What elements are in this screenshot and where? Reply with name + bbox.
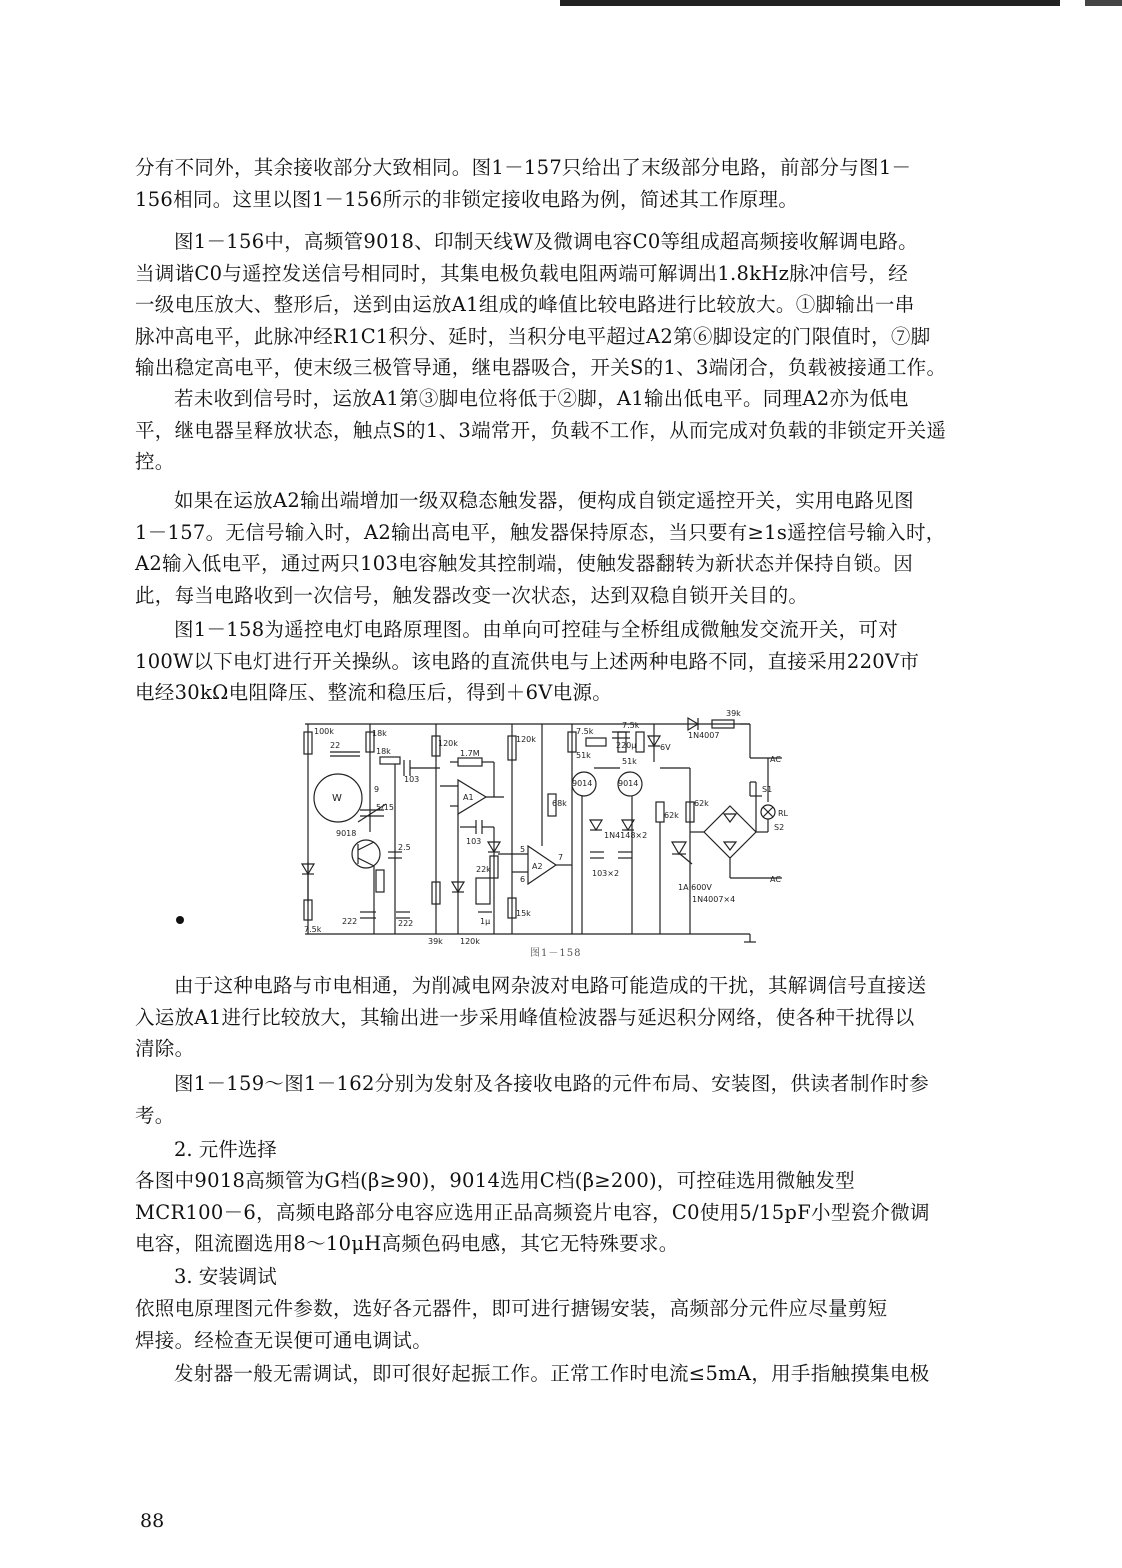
text-line: 入运放A1进行比较放大，其输出进一步采用峰值检波器与延迟积分网络，使各种干扰得以: [135, 1005, 915, 1029]
text-line: 此，每当电路收到一次信号，触发器改变一次状态，达到双稳自锁开关目的。: [135, 583, 809, 607]
text-line: 输出稳定高电平，使末级三极管导通，继电器吸合，开关S的1、3端闭合，负载被接通工作。: [135, 356, 947, 379]
label-15k: 15k: [516, 909, 531, 918]
text-line: 电容，阻流圈选用8～10μH高频色码电感，其它无特殊要求。: [135, 1232, 679, 1255]
text-line: 清除。: [135, 1037, 195, 1060]
label-1n4007: 1N4007: [688, 731, 720, 740]
label-39k: 39k: [428, 937, 443, 946]
label-18k: 18k: [376, 747, 391, 756]
text-line: 依照电原理图元件参数，选好各元器件，即可进行搪锡安装，高频部分元件应尽量剪短: [135, 1297, 888, 1320]
label-1-7m: 1.7M: [460, 749, 480, 758]
text-line: 当调谐C0与遥控发送信号相同时，其集电极负载电阻两端可解调出1.8kHz脉冲信号，经: [135, 261, 909, 285]
label-103: 103: [466, 837, 482, 846]
label-120k: 120k: [460, 937, 480, 946]
label-bridge: 1N4007×4: [692, 895, 736, 904]
text-line: 如果在运放A2输出端增加一级双稳态触发器，便构成自锁定遥控开关，实用电路见图: [174, 489, 914, 512]
label-39k: 39k: [726, 709, 741, 718]
text-line: 156相同。这里以图1－156所示的非锁定接收电路为例，简述其工作原理。: [135, 187, 799, 211]
figure-caption: 图1－158: [530, 948, 582, 959]
label-c22: 22: [330, 741, 341, 750]
label-ac: AC: [770, 755, 781, 764]
bullet-mark: [176, 916, 184, 924]
label-18k: 18k: [372, 729, 387, 738]
text-line: 图1－156中，高频管9018、印制天线W及微调电容C0等组成超高频接收解调电路。: [174, 230, 918, 253]
label-9018: 9018: [336, 829, 357, 838]
paragraph-no-signal: [135, 383, 970, 478]
label-9014: 9014: [572, 779, 593, 788]
label-pin6: 6: [520, 875, 526, 884]
label-pin5: 5: [520, 845, 526, 854]
label-5-15: 5/15: [376, 803, 394, 812]
paragraph-components: [135, 1165, 970, 1260]
label-antenna-w: W: [332, 793, 342, 804]
text-line: 一级电压放大、整形后，送到由运放A1组成的峰值比较电路进行比较放大。①脚输出一串: [135, 293, 915, 316]
text-line: 由于这种电路与市电相通，为削减电网杂波对电路可能造成的干扰，其解调信号直接送: [174, 974, 927, 997]
text-line: 若未收到信号时，运放A1第③脚电位将低于②脚，A1输出低电平。同理A2亦为低电: [174, 387, 909, 410]
paragraph-noise: [135, 970, 970, 1065]
text-line: 分有不同外，其余接收部分大致相同。图1－157只给出了末级部分电路，前部分与图1－: [135, 156, 912, 179]
label-s2: S2: [774, 823, 785, 832]
label-103x2: 103×2: [592, 869, 620, 878]
section-heading: 3. 安装调试: [174, 1265, 277, 1288]
label-120k: 120k: [438, 739, 458, 748]
text-line: 1－157。无信号输入时，A2输出高电平，触发器保持原态，当只要有≥1s遥控信号输入时，: [135, 520, 946, 544]
paragraph-lamp-circuit: [135, 614, 970, 709]
text-line: 控。: [135, 450, 175, 473]
label-62k: 62k: [694, 799, 709, 808]
label-68k: 68k: [552, 799, 567, 808]
section-heading: 2. 元件选择: [174, 1138, 277, 1161]
label-2-5: 2.5: [398, 843, 411, 852]
paragraph-assembly: [135, 1293, 970, 1356]
label-62k: 62k: [664, 811, 679, 820]
page-number: 88: [140, 1510, 165, 1532]
label-a1: A1: [463, 793, 474, 802]
paragraph-self-lock: [135, 485, 970, 611]
text-line: A2输入低电平，通过两只103电容触发其控制端，使触发器翻转为新状态并保持自锁。因: [135, 552, 914, 575]
label-pin7: 7: [558, 853, 564, 862]
label-120k: 120k: [516, 735, 536, 744]
top-edge-mark: [1085, 0, 1122, 6]
label-9: 9: [374, 785, 380, 794]
text-line: 图1－159～图1－162分别为发射及各接收电路的元件布局、安装图，供读者制作时参: [174, 1072, 930, 1095]
label-scr: 1A 600V: [678, 883, 712, 892]
text-line: 焊接。经检查无误便可通电调试。: [135, 1328, 433, 1352]
text-line: 脉冲高电平，此脉冲经R1C1积分、延时，当积分电平超过A2第⑥脚设定的门限值时，⑦脚: [135, 324, 931, 348]
circuit-schematic-figure: [300, 702, 800, 964]
label-7-5k: 7.5k: [622, 721, 640, 730]
text-line: 100W以下电灯进行开关操纵。该电路的直流供电与上述两种电路不同，直接采用220V市: [135, 649, 920, 673]
paragraph-transmitter: [135, 1358, 970, 1390]
label-7-5k: 7.5k: [304, 925, 322, 934]
label-220u: 220μ: [616, 741, 637, 750]
text-line: 平，继电器呈释放状态，触点S的1、3端常开，负载不工作，从而完成对负载的非锁定开关遥: [135, 418, 947, 442]
label-a2: A2: [532, 862, 543, 871]
text-line: 发射器一般无需调试，即可很好起振工作。正常工作时电流≤5mA，用手指触摸集电极: [174, 1362, 930, 1385]
label-22k: 22k: [476, 865, 491, 874]
label-100k: 100k: [314, 727, 334, 736]
label-222: 222: [342, 917, 358, 926]
label-7-5k: 7.5k: [576, 727, 594, 736]
label-1u: 1μ: [480, 917, 491, 926]
label-51k: 51k: [576, 751, 591, 760]
label-rl: RL: [778, 809, 789, 818]
label-s1: S1: [762, 785, 773, 794]
label-222: 222: [398, 919, 414, 928]
label-9014: 9014: [618, 779, 639, 788]
label-6v: 6V: [660, 743, 671, 752]
top-edge-mark: [560, 0, 1060, 6]
paragraph-intro: [135, 152, 970, 215]
label-ac: AC: [770, 875, 781, 884]
label-103: 103: [404, 775, 420, 784]
text-line: 图1－158为遥控电灯电路原理图。由单向可控硅与全桥组成微触发交流开关，可对: [174, 618, 899, 641]
text-line: MCR100－6，高频电路部分电容应选用正品高频瓷片电容，C0使用5/15pF小型瓷介微调: [135, 1200, 930, 1224]
paragraph-layout-ref: [135, 1068, 970, 1131]
label-51k: 51k: [622, 757, 637, 766]
label-1n4148x2: 1N4148×2: [604, 831, 648, 840]
paragraph-principle: [135, 226, 970, 384]
text-line: 各图中9018高频管为G档(β≥90)，9014选用C档(β≥200)，可控硅选用微触发型: [135, 1169, 855, 1192]
text-line: 电经30kΩ电阻降压、整流和稳压后，得到＋6V电源。: [135, 681, 613, 704]
text-line: 考。: [135, 1103, 175, 1127]
